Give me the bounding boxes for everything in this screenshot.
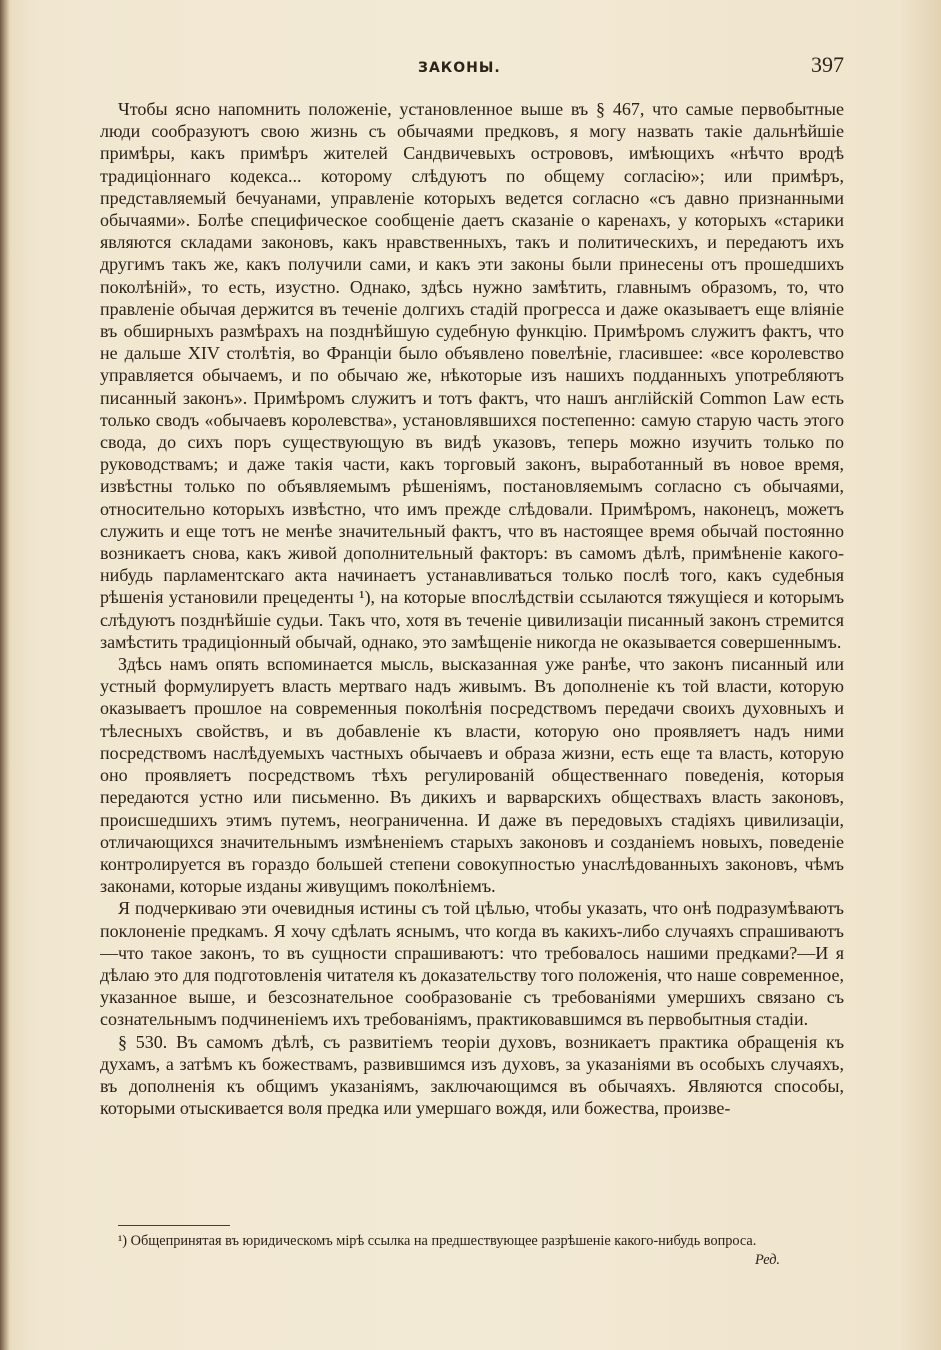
- page-number: 397: [811, 52, 844, 77]
- paragraph: Чтобы ясно напомнить положенiе, установленное выше въ § 467, что самые первобытные люди сообразуютъ свою жизнь съ обычаями предковъ, я могу назвать такiе дальнѣйшiе примѣры, какъ примѣръ жителей Сандвичевыхъ острововъ, имѣющихъ «нѣчто вродѣ традицiоннаго кодекса... которому слѣдуютъ по общему согласiю»; или примѣръ, представляемый бечуанами, управленiе которыхъ ведется согласно «съ давно признанными обычаями». Болѣе специфическое сообщенiе даетъ сказанiе о каренахъ, у которыхъ «старики являются складами законовъ, какъ нравственныхъ, такъ и политическихъ, и передаютъ ихъ другимъ такъ же, какъ получили сами, и какъ эти законы были принесены отъ прошедшихъ поколѣнiй», то есть, изустно. Однако, здѣсь нужно замѣтить, главнымъ образомъ, то, что правленiе обычая держится въ теченiе долгихъ стадiй прогресса и даже оказываетъ еще влiянiе въ обширныхъ размѣрахъ на позднѣйшую судебную функцiю. Примѣромъ служитъ фактъ, что не дальше XIV столѣтiя, во Францiи было объявлено повелѣнiе, гласившее: «все королевство управляется обычаемъ, и по обычаю же, нѣкоторые изъ нашихъ подданныхъ употребляютъ писанный законъ». Примѣромъ служитъ и тотъ фактъ, что нашъ англiйскiй Common Law есть только сводъ «обычаевъ королевства», установлявшихся постепенно: самую старую часть этого свода, до сихъ поръ существующую въ видѣ указовъ, теперь можно изучить только по руководствамъ; и даже такiя части, какъ торговый законъ, выработанный въ новое время, извѣстны только по объявляемымъ рѣшенiямъ, постановляемымъ согласно съ обычаями, относительно которыхъ извѣстно, что имъ прежде слѣдовали. Примѣромъ, наконецъ, можетъ служить и еще тотъ не менѣе значительный фактъ, что въ настоящее время обычай постоянно возникаетъ снова, какъ живой дополнительный факторъ: въ самомъ дѣлѣ, примѣненiе какого-нибудь парламентскаго акта начинаетъ устанавливаться только послѣ того, какъ судебныя рѣшенiя установили прецеденты ¹), на которые впослѣдствiи ссылаются тяжущiеся и которымъ слѣдуютъ позднѣйшiе судьи. Такъ что, хотя въ теченiе цивилизацiи писанный законъ стремится замѣстить традицiонный обычай, однако, это замѣщенiе никогда не оказывается совершеннымъ.: [100, 99, 844, 652]
- footnote: [100, 1232, 842, 1270]
- page-header: [100, 48, 844, 82]
- page-spine-shadow: [0, 0, 10, 1350]
- paragraph: Здѣсь намъ опять вспоминается мысль, высказанная уже ранѣе, что законъ писанный или устный формулируетъ власть мертваго надъ живымъ. Въ дополненiе къ той власти, которую оказываетъ прошлое на современныя поколѣнiя посредствомъ передачи своихъ духовныхъ и тѣлесныхъ свойствъ, и въ добавленiе къ власти, которую оно проявляетъ надъ ними посредствомъ наслѣдуемыхъ частныхъ обычаевъ и образа жизни, есть еще та власть, которую оно проявляетъ посредствомъ тѣхъ регулированiй общественнаго поведенiя, которыя передаются устно или письменно. Въ дикихъ и варварскихъ обществахъ власть законовъ, происшедшихъ этимъ путемъ, неограниченна. И даже въ передовыхъ стадiяхъ цивилизацiи, отличающихся значительнымъ измѣненiемъ старыхъ законовъ и созданiемъ новыхъ, поведенiе контролируется въ гораздо большей степени совокупностью унаслѣдованныхъ законовъ, чѣмъ законами, которые изданы живущимъ поколѣнiемъ.: [100, 654, 844, 897]
- paragraph: Я подчеркиваю эти очевидныя истины съ той цѣлью, чтобы указать, что онѣ подразумѣваютъ поклоненiе предкамъ. Я хочу сдѣлать яснымъ, что когда въ какихъ-либо случаяхъ спрашиваютъ —что такое законъ, то въ сущности спрашиваютъ: что требовалось нашими предками?—И я дѣлаю это для подготовленiя читателя къ доказательству того положенiя, что наше современное, указанное выше, и безсознательное сообразованiе съ требованiями умершихъ связано съ сознательнымъ подчиненiемъ ихъ требованiямъ, практиковавшимся въ первобытныя стадiи.: [100, 898, 844, 1030]
- running-head: ЗАКОНЫ.: [418, 60, 501, 76]
- footnote-text: ¹) Общепринятая въ юридическомъ мiрѣ ссылка на предшествующее разрѣшенiе какого-нибудь вопроса.: [118, 1233, 757, 1249]
- footnote-signature: Ред.: [754, 1252, 780, 1268]
- footnote-rule: [118, 1225, 230, 1226]
- paragraph: § 530. Въ самомъ дѣлѣ, съ развитiемъ теорiи духовъ, возникаетъ практика обращенiя къ духамъ, а затѣмъ къ божествамъ, развившимся изъ духовъ, за указанiями въ особыхъ случаяхъ, въ дополненiя къ общимъ указанiямъ, заключающимся въ обычаяхъ. Являются способы, которыми отыскивается воля предка или умершаго вождя, или божества, произве-: [100, 1031, 844, 1119]
- body-text: [100, 98, 844, 1200]
